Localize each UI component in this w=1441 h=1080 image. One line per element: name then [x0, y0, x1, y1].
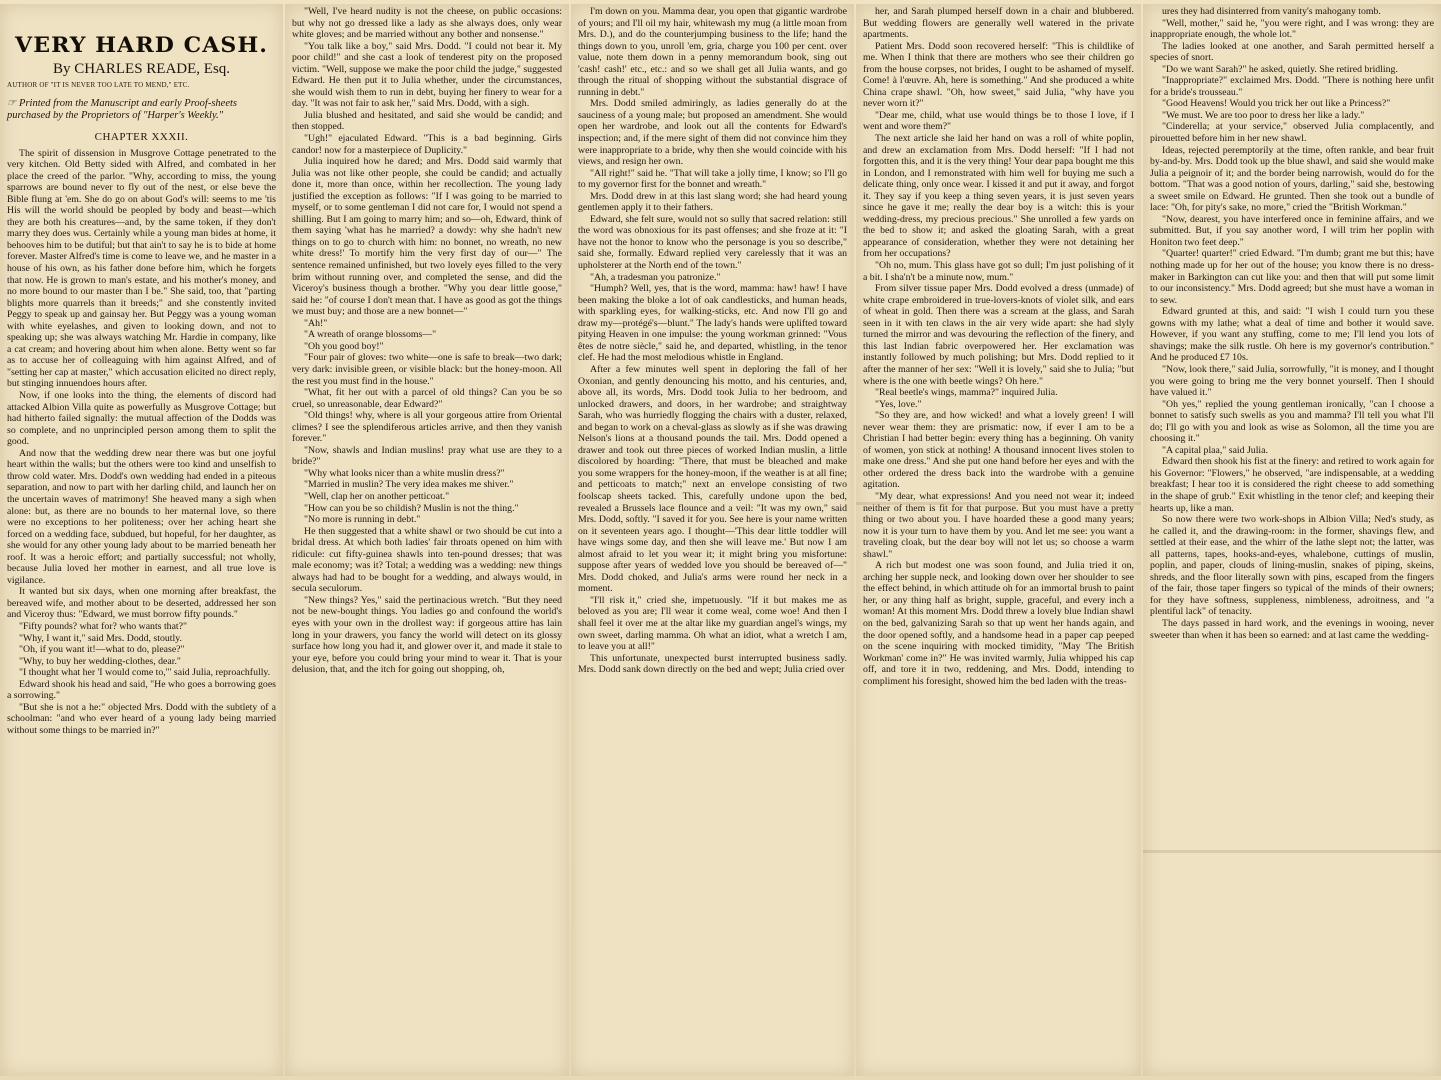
paragraph: Mrs. Dodd drew in at this last slang word; she had heard young gentlemen apply it to their fathers.	[578, 190, 847, 214]
paragraph: "A wreath of orange blossoms—"	[304, 329, 437, 341]
paragraph: Now, if one looks into the thing, the elements of discord had attacked Albion Villa quite as powerfully as Musgrove Cottage; but had hitherto failed signally: the mutual affection of the Dodds was so complete, and no unprincipled person among them to split the good.	[7, 390, 276, 448]
paragraph: "Ah!"	[304, 317, 328, 329]
paper-fold	[1143, 850, 1441, 853]
paragraph: "Old things! why, where is all your gorgeous attire from Oriental climes? I see the splendiferous articles arrive, and then they vanish forever."	[292, 410, 562, 445]
paragraph: "Good Heavens! Would you trick her out like a Princess?"	[1162, 98, 1391, 110]
paragraph: Edward then shook his fist at the finery: and retired to work again for his Governor: "Flowers," he observed, "are indispensable, at a wedding breakfast; I hear too it is considered the right cheese to add something in the shape of grub." Exit whistling in the tenor clef; and keeping their hearts up, like a man.	[1150, 456, 1434, 514]
paragraph: "All right!" said he. "That will take a jolly time, I know; so I'll go to my governor first for the bonnet and wreath."	[578, 167, 847, 191]
chapter-heading: CHAPTER XXXII.	[94, 131, 189, 143]
paragraph: "No more is running in debt."	[304, 514, 421, 526]
paragraph: Edward, she felt sure, would not so sully that sacred relation: still the word was obnoxious for its past offenses; and she froze at it: "I have not the honor to know who the personage is you so describe," said she, formally. Edward replied very carelessly that it was an upholsterer at the North end of the town."	[578, 213, 847, 272]
paragraph: "You talk like a boy," said Mrs. Dodd. "I could not bear it. My poor child!" and she cast a look of tenderest pity on the proposed victim. "Well, suppose we make the poor child the judge," suggested Edward. He then put it to Julia whether, under the circumstances, she would wish them to run in debt, buying her finery to wear for a day. "It was not fair to ask her," said Mrs. Dodd, with a sigh.	[292, 40, 562, 110]
paragraph: "Humph? Well, yes, that is the word, mamma: haw! haw! I have been making the bloke a lot of oak candlesticks, and human heads, with sparkling eyes, for walking-sticks, etc. And now I'll go and draw my—protégé's—blunt." The lady's hands were uplifted toward pitying Heaven in one impulse: the young workman grinned: "Vous êtes de notre siècle," said he, and departed, whistling, in the tenor clef. He had the most melodious whistle in England.	[578, 283, 847, 364]
column-3	[571, 4, 854, 1076]
paragraph: Patient Mrs. Dodd soon recovered herself: "This is childlike of me. When I think that there are mothers who see their children go from the house corpses, not brides, I ought to be ashamed of myself. Come! à l'œuvre. Ah, here is something." And she produced a white China crape shawl. "Oh, how sweet," said Julia, "why have you never worn it?"	[863, 40, 1134, 110]
paragraph: "Yes, love."	[875, 398, 922, 410]
paragraph: "What, fit her out with a parcel of old things? Can you be so cruel, so unreasonable, dear Edward?"	[292, 387, 562, 410]
paragraph: "Real beetle's wings, mamma?" inquired Julia.	[875, 387, 1058, 399]
paragraph: "Quarter! quarter!" cried Edward. "I'm dumb; grant me but this; have nothing made up for her out of the house; you know there is no dress-maker in Barkington can cut like you: and then that will put some limit to our inconsistency." Mrs. Dodd agreed; but she must have a woman in to sew.	[1150, 248, 1434, 306]
paragraph: "Well, clap her on another petticoat."	[304, 490, 450, 502]
paragraph: Julia blushed and hesitated, and said she would be candid; and then stopped.	[292, 109, 562, 133]
paragraph: "Well, mother," said he, "you were right, and I was wrong: they are inappropriate enough, the whole lot."	[1150, 17, 1434, 41]
paragraph: "Why what looks nicer than a white muslin dress?"	[304, 467, 505, 479]
column-body	[7, 148, 276, 737]
paragraph: "Why, to buy her wedding-clothes, dear."	[19, 655, 181, 667]
paragraph: "Married in muslin? The very idea makes me shiver."	[304, 479, 514, 491]
paragraph: "Oh, if you want it!—what to do, please?"	[19, 644, 185, 656]
paragraph: "Now, shawls and Indian muslins! pray what use are they to a bride?"	[292, 444, 562, 468]
paragraph: Edward grunted at this, and said: "I wish I could turn you these gowns with my lathe; what a deal of time and bother it would save. However, if you want any stuffing, come to me; I'll lend you lots of shavings; make the silk rustle. Oh here is my governor's contribution." And he produced £7 10s.	[1150, 306, 1434, 364]
paragraph: "But she is not a he:" objected Mrs. Dodd with the subtlety of a schoolman: "and who ever heard of a young lady being married without some things to be married in?"	[7, 701, 276, 736]
paragraph: ures they had disinterred from vanity's mahogany tomb.	[1162, 6, 1381, 17]
paragraph: Julia inquired how he dared; and Mrs. Dodd said warmly that Julia was not like other people, she could be candid; and actually done it, more than once, within her recollection. The young lady justified the exception as follows: "If I was going to be married to myself, or to some gentleman I did not care for, I would not spend a shilling. But I am going to marry him; and so—oh, Edward, think of them saying 'what has he married? a dowdy: why she hadn't new things on to go to church with him: no bonnet, no wreath, no new white dress!' To mortify him the very first day of our—" The sentence remained unfinished, but two lovely eyes filled to the very brim without running over, and completed the sense, and did the Viceroy's business though a brother. "Why you dear little goose," said he: "of course I don't mean that. I have as good as got the things we must buy; and those are a new bonnet—"	[292, 156, 562, 318]
paragraph: "Fifty pounds? what for? who wants that?"	[19, 620, 187, 632]
paragraph: The ladies looked at one another, and Sarah permitted herself a species of snort.	[1150, 40, 1434, 64]
paragraph: "New things? Yes," said the pertinacious wretch. "But they need not be new-bought things. You ladies go and confound the world's eyes with your own in the drollest way: if gorgeous attire has lain long in your drawers, you fancy the world will detect on its glossy surface how long you had it, and glower over it, and made it stale to your eye, before you could bring your mind to wear it. That is your delusion, that, and the itch for going out shopping, oh,	[292, 594, 562, 676]
paragraph: "Why, I want it," said Mrs. Dodd, stoutly.	[19, 632, 182, 644]
printed-note: ☞ Printed from the Manuscript and early Proof-sheets purchased by the Proprietors of "Harper's Weekly."	[7, 98, 237, 121]
paragraph: "We must. We are too poor to dress her like a lady."	[1162, 109, 1365, 121]
paragraph: The next article she laid her hand on was a roll of white poplin, and drew an exclamation from Mrs. Dodd herself: "If I had not forgotten this, and it is the very thing! Your dear papa bought me this in London, and I remonstrated with him well for buying me such a delicate thing, only once wear. I kissed it and put it away, and forgot it. They say if you keep a thing seven years, it is just seven years since he gave it me; really the dear boy is a witch: this is your wedding-dress, my precious precious." She unrolled a few yards on the bed to show it; and asked the gloating Sarah, with a great appearance of consideration, whether they were not detaining her from her occupations?	[863, 133, 1134, 260]
paragraph: After a few minutes well spent in deploring the fall of her Oxonian, and gently denouncing his motto, and his centuries, and, above all, its words, Mrs. Dodd took Julia to her bedroom, and unlocked drawers, and doors, in her wardrobe; and straightway Sarah, who was hurriedly flogging the chairs with a duster, relaxed, and began to work on a cheval-glass as slowly as if she was drawing Nelson's lions at a thousand pounds the tail. Mrs. Dodd opened a drawer and took out three pieces of worked Indian muslin, a little discolored by hoarding: "There, that must be bleached and make you some wrappers for the honey-moon, if the weather is at all fine; and petticoats to match;" next an envelope consisting of two foolscap sheets tacked. This, carefully undone upon the bed, revealed a Brussels lace flounce and a veil: "It was my own," said Mrs. Dodd, softly. "I saved it for you. See here is your name written on it seventeen years ago. I thought—'This dear little toddler will have wings some day, and then she will leave me.' But now I am almost afraid to let you wear it; it might bring you misfortune: suppose after years of wedded love you should be bereaved of—" Mrs. Dodd choked, and Julia's arms were round her neck in a moment.	[578, 363, 847, 595]
paragraph: "Oh you good boy!"	[304, 340, 384, 352]
column-4	[856, 4, 1141, 1076]
paragraph: "Dear me, child, what use would things be to those I love, if I went and wore them?"	[863, 109, 1134, 133]
paragraph: "A capital plaa," said Julia.	[1162, 444, 1268, 456]
paragraph: "Well, I've heard nudity is not the cheese, on public occasions: but why not go dressed like a lady as she always does, only wear white gloves; and be married without any bother and nonsense."	[292, 6, 562, 41]
column-5	[1143, 4, 1441, 1076]
paragraph: "Cinderella; at your service," observed Julia complacently, and pirouetted before him in her new shawl.	[1150, 121, 1434, 145]
paragraph: He then suggested that a white shawl or two should be cut into a bridal dress. At which both ladies' fair throats opened on him with ridicule: cut fifty-guinea shawls into ten-pound dresses; that was male economy; was it? Total; a wedding was a wedding: new things always had had to be bought for a wedding, and always would, in secula seculorum.	[292, 525, 562, 595]
paragraph: "Do we want Sarah?" he asked, quietly. She retired bridling.	[1162, 63, 1398, 75]
paragraph: "Four pair of gloves: two white—one is safe to break—two dark; very dark: invisible green, or visible black: but the honey-moon. All the rest you must find in the house."	[292, 352, 562, 387]
paragraph: "Now, dearest, you have interfered once in feminine affairs, and we submitted. But, if you say another word, I will trim her poplin with Honiton two feet deep."	[1150, 213, 1434, 248]
column-body	[863, 6, 1134, 687]
paragraph: I'm down on you. Mamma dear, you open that gigantic wardrobe of yours; and I'll oil my hair, whitewash my mug (a little moan from Mrs. D.), and do the counterjumping business to the life; hand the things down to you, unroll 'em, gria, charge you 100 per cent. over value, note them down in a penny memorandum book, sing out 'cash! cash!' etc., etc.: and so we shall get all Julia wants, and go through the ritual of shopping without the substantial disgrace of running in debt."	[578, 6, 847, 98]
column-body	[1150, 6, 1434, 641]
paragraph: Edward shook his head and said, "He who goes a borrowing goes a sorrowing."	[7, 678, 276, 702]
paragraph: "Ugh!" ejaculated Edward. "This is a bad beginning. Girls candor! now for a masterpiece of Duplicity."	[292, 133, 562, 156]
paragraph: "Inappropriate?" exclaimed Mrs. Dodd. "There is nothing here unfit for a bride's trousseau."	[1150, 75, 1434, 98]
author-note: AUTHOR OF "IT IS NEVER TOO LATE TO MEND," ETC.	[7, 81, 190, 89]
column-1	[0, 4, 283, 1076]
paragraph: "Ah, a tradesman you patronize."	[590, 271, 721, 283]
paragraph: Ideas, rejected peremptorily at the time, often rankle, and bear fruit by-and-by. Mrs. Dodd took up the blue shawl, and said she would make Julia a peignoir of it; and the border being narrowish, would do for the bottom. "That was a good notion of yours, darling," said she, bestowing a sweet smile on Edward. He grunted. Then she took out a bundle of lace: "Oh, for pity's sake, no more," cried the "British Workman."	[1150, 144, 1434, 214]
paper-fold	[856, 502, 1141, 505]
paragraph: "My dear, what expressions! And you need not wear it; indeed neither of them is fit for that purpose. But you must have a pretty thing or two about you. I have hoarded these a good many years; now it is your turn to have them by you. And let me see: you want a traveling cloak, but the dear boy will not let us; so choose a warm shawl."	[863, 490, 1134, 560]
paragraph: From silver tissue paper Mrs. Dodd evolved a dress (unmade) of white crape embroidered in true-lovers-knots of violet silk, and ears of wheat in gold. Then there was a scream at the glass, and Sarah seen in it with ten claws in the air very wide apart: she had slyly turned the mirror and was devouring the reflection of the finery, and this last Indian fabric overpowered her. Her exclamation was instantly followed by much polishing; but Mrs. Dodd replied to it after the manner of her sex: "Well it is lovely," said she to Julia; "but where is the one with beetle wings? Oh here."	[863, 283, 1134, 387]
paragraph: "So they are, and how wicked! and what a lovely green! I will never wear them: they are prismatic: now, if ever I am to be a Christian I had better begin: every thing has a beginning. Oh vanity of women, yon stick at nothing! A thousand innocent lives stolen to make one dress." And she put one hand before her eyes and with the other ordered the dress back into the wardrobe with a genuine agitation.	[863, 410, 1134, 491]
paragraph: The spirit of dissension in Musgrove Cottage penetrated to the very kitchen. Old Betty sided with Alfred, and combated in her place the creed of the parlor. "Why, according to miss, the young sparrows are bound never to fly out of the nest, or else beve the Bible flung at 'em. She do go on about God's will: seems to me 'tis His will the world should be peopled by body and beast—which they are both his creatures—and, by the same token, if they don't marry they does wus. Certainly while a young man bides at home, it behooves him to be dutiful; but that ain't to say he is to bide at home forever. Master Alfred's time is come to leave we, and he master in a house of his own, as his father done before him, which he forgets that now. He is grown to man's estate, and his mother's money, and no more bound to our master than I be." She said, too, that "parting blights more quarrels than it breeds;" and she constently invited Peggy to speak up and gainsay her. But Peggy was a young woman with white eyelashes, and given to looking down, and not to speaking up; she was always watching Mr. Hardie in company, like a cat cream; and hovering about him when alone. Betty went so far as to accuse her of colleaguing with him against Alfred, and of "setting her cap at master," which accusation elicited no direct reply, but stinging innuendoes hours after.	[7, 147, 276, 390]
paragraph: "Oh no, mum. This glass have got so dull; I'm just polishing of it a bit. I sha'n't be a minute now, mum."	[863, 260, 1134, 283]
paragraph: A rich but modest one was soon found, and Julia tried it on, arching her supple neck, and looking down over her shoulder to see the effect behind, in which attitude oh for an immortal brush to paint her, or any thing half as bright, supple, graceful, and every inch a woman! At this moment Mrs. Dodd threw a lovely blue Indian shawl on the bed, galvanizing Sarah so that up went her hands again, and the door opened softly, and a handsome head in a paper cap peeped on the scene inquiring with mocked timidity, "May 'The British Workman' come in?" He was invited warmly, Julia whipped his cap off, and tore it in two, reddening, and Mrs. Dodd, intending to compliment his foresight, showed him the bed laden with the treas-	[863, 560, 1134, 687]
paragraph: "How can you be so childish? Muslin is not the thing."	[304, 502, 519, 514]
column-body	[292, 6, 562, 676]
paragraph: And now that the wedding drew near there was but one joyful heart within the walls; but the others were too kind and unselfish to throw cold water. Mrs. Dodd's own wedding had ended in a piteous separation, and now to part with her darling child, and launch her on the uncertain waves of matrimony! She heaved many a sigh when alone: but, as there are no bounds to her maternal love, so there were no exceptions to her politeness; over her aching heart she forced on a wedding face, subdued, but hopeful, for her daughter, as she would for any other young lady about to be married beneath her roof. It was a heroic effort; and partially successful; not wholly, because Julia loved her mother in earnest, and all true love is vigilance.	[7, 447, 276, 586]
column-body	[578, 6, 847, 676]
paragraph: "I'll risk it," cried she, impetuously. "If it but makes me as beloved as you are; I'll wear it come weal, come woe! And then I shall feel it over me at the altar like my guardian angel's wings, my own sweet, darling mamma. Oh what an idiot, what a wretch I am, to leave you at all!"	[578, 594, 847, 653]
paragraph: The days passed in hard work, and the evenings in wooing, never sweeter than when it has been so earned: and at last came the wedding-	[1150, 617, 1434, 641]
paragraph: This unfortunate, unexpected burst interrupted business sadly. Mrs. Dodd sank down directly on the bed and wept; Julia cried over	[578, 652, 847, 676]
article-byline: By CHARLES READE, Esq.	[52, 61, 231, 77]
paragraph: her, and Sarah plumped herself down in a chair and blubbered. But wedding flowers are generally well watered in the private apartments.	[863, 6, 1134, 41]
paragraph: Mrs. Dodd smiled admiringly, as ladies generally do at the sauciness of a young male; but proposed an amendment. She would open her wardrobe, and look out all the contents for Edward's inspection; and, if the mere sight of them did not convince him they were inappropriate to a bride, why then she would coincide with his views, and resign her own.	[578, 98, 847, 168]
column-2	[285, 4, 569, 1076]
paragraph: "Oh yes," replied the young gentleman ironically, "can I choose a bonnet to satisfy such swells as you and mamma? I'll tell you what I'll do; I'll go with you and look as wise as Solomon, all the time you are choosing it."	[1150, 398, 1434, 445]
article-title: VERY HARD CASH.	[15, 32, 268, 57]
paragraph: So now there were two work-shops in Albion Villa; Ned's study, as he called it, and the drawing-room: in the former, shavings flew, and settled at their ease, and the whirr of the lathe slept not; the latter, was all patterns, tapes, hooks-and-eyes, whalebone, cuttings of muslin, poplin, and paper, clouds of lining-muslin, snakes of piping, skeins, shreds, and the floor literally sown with pins, escaped from the fingers of the fair, those taper fingers so typical of the minds of their owners; for they have softness, suppleness, nimbleness, adroitness, and "a plentiful lack" of tenacity.	[1150, 514, 1434, 618]
paragraph: "I thought what her 'I would come to,'" said Julia, reproachfully.	[19, 667, 271, 679]
paragraph: It wanted but six days, when one morning after breakfast, the bereaved wife, and mother about to be deserted, addressed her son and Viceroy thus: "Edward, we must borrow fifty pounds."	[7, 586, 276, 621]
paragraph: "Now, look there," said Julia, sorrowfully, "it is money, and I thought you were going to bring me the very bonnet yourself. Then I should have valued it."	[1150, 363, 1434, 399]
